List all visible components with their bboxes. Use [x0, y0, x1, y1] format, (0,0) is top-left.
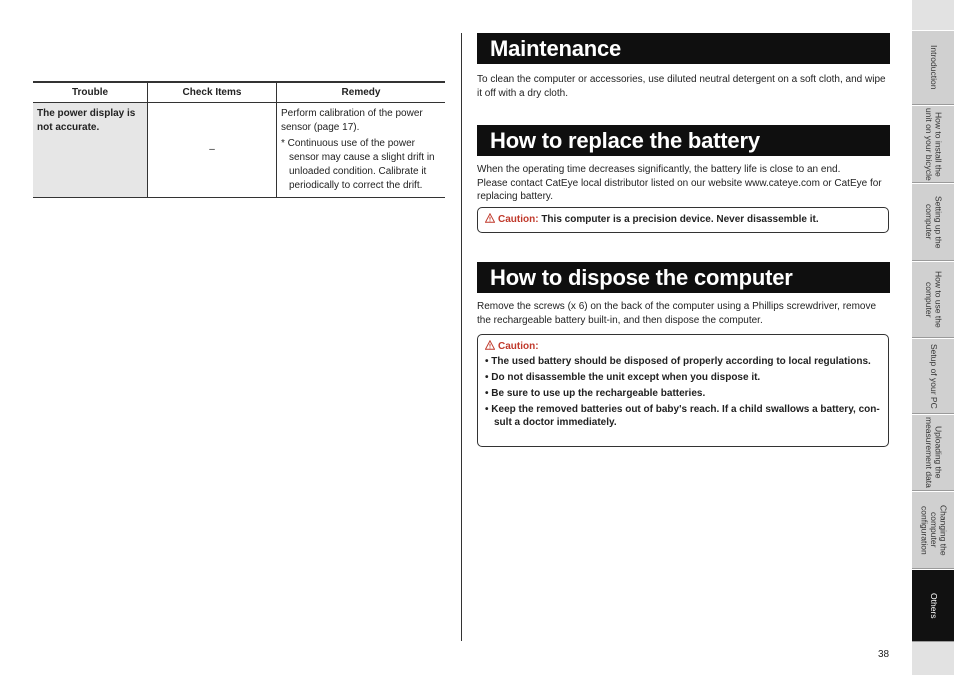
tab-label: Introduction [928, 45, 939, 90]
tab-install-unit[interactable] [912, 105, 954, 183]
list-item: • Do not disassemble the unit except when you dispose it. [485, 372, 761, 383]
table-header-row [33, 82, 445, 103]
battery-paragraph-2: Please contact CatEye local distributor listed on our website www.cateye.com or CatEye for replacing battery. [477, 177, 882, 202]
dispose-text [477, 300, 889, 327]
tab-setup-pc[interactable] [912, 338, 954, 414]
dispose-caution-box [477, 334, 889, 447]
replace-battery-heading: How to replace the battery [477, 125, 890, 156]
tab-label: Uploading the measurement data [924, 417, 944, 488]
tab-changing-configuration[interactable] [912, 491, 954, 569]
maintenance-paragraph: To clean the computer or accessories, use diluted neutral detergent on a soft cloth, and wipe it off with a dry cloth. [477, 74, 886, 99]
caution-label: Caution: [498, 214, 539, 225]
dispose-paragraph: Remove the screws (x 6) on the back of the computer using a Phillips screwdriver, remove the rechargeable battery built-in, and then dispose the computer. [477, 301, 877, 326]
trouble-table [33, 81, 445, 198]
list-item: • The used battery should be disposed of properly according to local regulations. [485, 356, 871, 367]
tab-label: Others [928, 592, 939, 619]
column-header-trouble: Trouble [33, 82, 148, 103]
tab-introduction[interactable] [912, 30, 954, 105]
page-number: 38 [878, 649, 890, 660]
tab-label: How to use the computer [924, 271, 944, 328]
check-items-cell: – [148, 103, 277, 198]
column-header-remedy: Remedy [277, 82, 446, 103]
caution-text: This computer is a precision device. Never disassemble it. [541, 214, 819, 225]
remedy-note-text: * Continuous use of the power sensor may cause a slight drift in unloaded condition. Calibrate it periodically to correct the drift. [281, 138, 435, 191]
table-row [33, 103, 445, 198]
column-divider [461, 33, 462, 641]
dispose-heading: How to dispose the computer [477, 262, 890, 293]
caution-label: Caution: [498, 341, 539, 352]
column-header-check-items: Check Items [148, 82, 277, 103]
warning-icon [485, 340, 495, 350]
replace-battery-text [477, 163, 889, 204]
warning-icon [485, 213, 495, 223]
caution-list [485, 355, 881, 429]
battery-caution-box [477, 207, 889, 233]
maintenance-heading: Maintenance [477, 33, 890, 64]
remedy-main-text: Perform calibration of the power sensor (page 17). [281, 108, 423, 133]
maintenance-text [477, 73, 889, 100]
tab-setting-up-computer[interactable] [912, 183, 954, 261]
tab-label: Setup of your PC [928, 343, 939, 409]
battery-paragraph-1: When the operating time decreases significantly, the battery life is close to an end. [477, 164, 841, 175]
tab-label: Setting up the computer [924, 195, 944, 249]
tab-uploading-data[interactable] [912, 414, 954, 491]
list-item: • Keep the removed batteries out of baby's reach. If a child swallows a battery, con-sult a doctor immediately. [485, 404, 880, 428]
tab-others[interactable] [912, 569, 954, 642]
tab-label: How to install the unit on your bicycle [924, 107, 944, 181]
tab-label: Changing the computer configuration [919, 504, 949, 556]
list-item: • Be sure to use up the rechargeable batteries. [485, 388, 706, 399]
trouble-cell: The power display is not accurate. [33, 103, 148, 198]
remedy-cell [277, 103, 446, 198]
tab-how-to-use[interactable] [912, 261, 954, 338]
